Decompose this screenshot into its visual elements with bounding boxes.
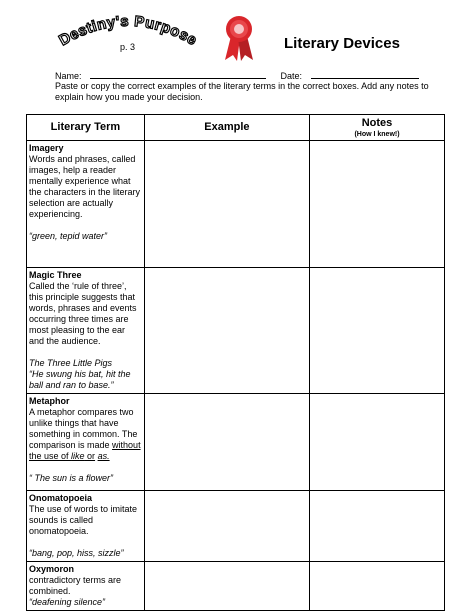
notes-header-label: Notes bbox=[361, 116, 393, 129]
table-row bbox=[27, 141, 445, 268]
term-example: “bang, pop, hiss, sizzle” bbox=[29, 548, 124, 558]
example-cell[interactable] bbox=[144, 268, 309, 394]
term-example: “He swung his bat, hit the ball and ran to base.” bbox=[29, 369, 131, 390]
notes-cell[interactable] bbox=[310, 394, 445, 491]
name-label: Name: bbox=[55, 71, 82, 81]
term-definition bbox=[29, 407, 142, 462]
term-name: Metaphor bbox=[29, 396, 70, 406]
date-field[interactable] bbox=[311, 70, 419, 79]
table-row bbox=[27, 268, 445, 394]
term-definition: The use of words to imitate sounds is called onomatopoeia. bbox=[29, 504, 138, 536]
name-date-row bbox=[55, 70, 419, 81]
term-name: Oxymoron bbox=[29, 564, 75, 574]
term-definition: Words and phrases, called images, help a reader mentally experience what the characters in the literary selection are actually experiencing. bbox=[29, 154, 141, 219]
example-cell[interactable] bbox=[144, 394, 309, 491]
notes-cell[interactable] bbox=[310, 141, 445, 268]
page-number: p. 3 bbox=[120, 42, 136, 52]
term-cell bbox=[27, 268, 145, 394]
notes-column-header bbox=[310, 115, 445, 141]
term-cell bbox=[27, 141, 145, 268]
term-cell bbox=[27, 394, 145, 491]
table-row bbox=[27, 394, 445, 491]
table-header-row bbox=[27, 115, 445, 141]
term-example-title: The Three Little Pigs bbox=[29, 358, 113, 368]
example-cell[interactable] bbox=[144, 562, 309, 611]
date-label: Date: bbox=[280, 71, 303, 81]
literary-devices-table bbox=[26, 114, 445, 611]
definition-underlined-like: like bbox=[71, 451, 85, 461]
ribbon-icon bbox=[221, 14, 257, 62]
notes-cell[interactable] bbox=[310, 491, 445, 562]
notes-header-sub: (How I knew!) bbox=[354, 130, 400, 138]
term-example: “ The sun is a flower” bbox=[29, 473, 114, 483]
term-column-header: Literary Term bbox=[27, 115, 145, 141]
term-example: “green, tepid water” bbox=[29, 231, 108, 241]
term-name: Onomatopoeia bbox=[29, 493, 93, 503]
notes-cell[interactable] bbox=[310, 562, 445, 611]
table-row bbox=[27, 562, 445, 611]
term-name: Magic Three bbox=[29, 270, 82, 280]
arc-title-text: Destiny's Purpose bbox=[56, 12, 200, 50]
name-field[interactable] bbox=[90, 70, 266, 79]
example-cell[interactable] bbox=[144, 491, 309, 562]
term-cell bbox=[27, 491, 145, 562]
term-definition: Called the ‘rule of three’, this principle suggests that words, phrases and events occurring three times are most pleasing to the ear and the audience. bbox=[29, 281, 137, 346]
definition-underlined-as: as. bbox=[97, 451, 110, 461]
term-cell bbox=[27, 562, 145, 611]
term-definition: contradictory terms are combined. bbox=[29, 575, 122, 596]
definition-underlined-or: or bbox=[84, 451, 96, 461]
example-column-header: Example bbox=[144, 115, 309, 141]
term-name: Imagery bbox=[29, 143, 64, 153]
notes-cell[interactable] bbox=[310, 268, 445, 394]
table-row bbox=[27, 491, 445, 562]
definition-text: A metaphor compares two unlike things that have something in common. The comparison is made bbox=[29, 407, 138, 450]
example-cell[interactable] bbox=[144, 141, 309, 268]
instructions: Paste or copy the correct examples of the literary terms in the correct boxes. Add any notes to explain how you made your decision. bbox=[55, 81, 429, 102]
term-example: “deafening silence” bbox=[29, 597, 106, 607]
document-title: Literary Devices bbox=[284, 35, 400, 52]
destinys-purpose-logo bbox=[48, 10, 208, 60]
definition-underlined: without the use of bbox=[29, 440, 141, 461]
